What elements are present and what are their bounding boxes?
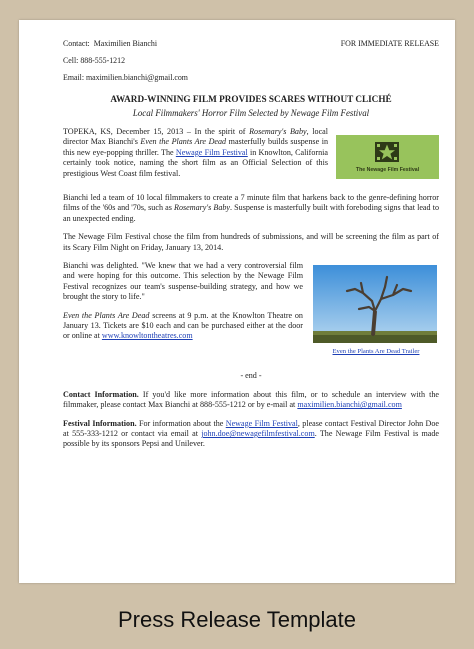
dead-tree-photo[interactable]: [313, 265, 437, 343]
paragraph-team: [63, 193, 439, 224]
festival-logo-caption: The Newage Film Festival: [355, 166, 420, 173]
template-caption: Press Release Template: [117, 607, 357, 632]
festival-logo: [336, 135, 439, 179]
theatre-link[interactable]: www.knowltontheatres.com: [101, 331, 193, 341]
intro-text-1: TOPEKA, KS, December 15, 2013 – In the spirit of: [63, 127, 246, 136]
contact-email-link[interactable]: maximilien.bianchi@gmail.com: [297, 400, 402, 410]
film-festival-star-icon: [374, 141, 400, 163]
screening-text: screens at 9 p.m. at the Knowlton Theatre on January 13. Tickets are $10 each and can be purchased either at the door or online at: [63, 310, 303, 341]
contact-info-text: If you'd like more information about this film, or to schedule an interview with the filmmaker, please contact Max Bianchi at 888-555-1212 or by e-mail at: [63, 389, 439, 410]
festival-info-text-2: , please contact Festival Director John Doe at 555-333-1212 or contact via email at: [63, 418, 439, 439]
team-text-1: Bianchi led a team of 10 local filmmakers to create a 7 minute film that harkens back to the genre-defining horror films of the '60s and '70s, such as: [63, 193, 439, 213]
intro-text-4: in Knowlton, California certainly took notice, naming the short film as an Official Selection of this prestigious West Coast film festival.: [63, 147, 328, 178]
intro-film-reference: Rosemary's Baby: [249, 127, 307, 136]
end-marker: - end -: [240, 371, 262, 381]
contact-line: [63, 38, 157, 50]
festival-info-link[interactable]: Newage Film Festival: [225, 418, 298, 428]
festival-info-label: Festival Information.: [63, 418, 137, 428]
headline: AWARD-WINNING FILM PROVIDES SCARES WITHOUT CLICHÉ: [110, 94, 392, 104]
trailer-link[interactable]: Even the Plants Are Dead Trailer: [332, 348, 420, 356]
intro-film-title: Even the Plants Are Dead: [140, 137, 227, 147]
email-line: Email: maximilien.bianchi@gmail.com: [63, 73, 188, 82]
cell-line: Cell: 888-555-1212: [63, 56, 126, 65]
team-text-2: . Suspense is masterfully built with foreboding signs that lead to an unexpected ending.: [63, 203, 439, 223]
subheadline: Local Filmmakers' Horror Film Selected by Newage Film Festival: [132, 108, 370, 118]
press-release-page: [19, 20, 455, 583]
festival-info-text-1: For information about the: [138, 418, 224, 428]
contact-name: Maximilien Bianchi: [93, 39, 158, 48]
contact-info-label: Contact Information.: [63, 389, 139, 399]
trailer-photo-block: [313, 265, 439, 357]
document-body: [63, 38, 439, 450]
team-film-reference: Rosemary's Baby: [174, 203, 231, 213]
paragraph-selection: The Newage Film Festival chose the film from hundreds of submissions, and will be screening the film as part of its Scary Film Night on Friday, January 13, 2014.: [63, 232, 439, 252]
festival-link[interactable]: Newage Film Festival: [175, 147, 248, 157]
intro-text-3: masterfully builds suspense in this new eye-popping thriller. The: [63, 137, 328, 157]
contact-label: Contact:: [63, 39, 90, 48]
release-label: FOR IMMEDIATE RELEASE: [340, 39, 439, 48]
intro-text-2: , local director Max Bianchi's: [63, 127, 329, 147]
paragraph-quote: Bianchi was delighted. "We knew that we had a very controversial film and were hoping for this outcome. This selection by the Newage Film Festival recognizes our team's suspense-building strategy, and how we brought the story to life.": [63, 261, 303, 302]
paragraph-festival-info: [63, 419, 439, 450]
festival-email-link[interactable]: john.doe@newagefilmfestival.com: [201, 429, 315, 439]
screening-film-title: Even the Plants Are Dead: [63, 310, 150, 320]
contact-row: [63, 38, 439, 50]
festival-info-text-3: . The Newage Film Festival is made possible by its sponsors Pepsi and Unilever.: [63, 429, 439, 449]
paragraph-contact-info: [63, 390, 439, 411]
